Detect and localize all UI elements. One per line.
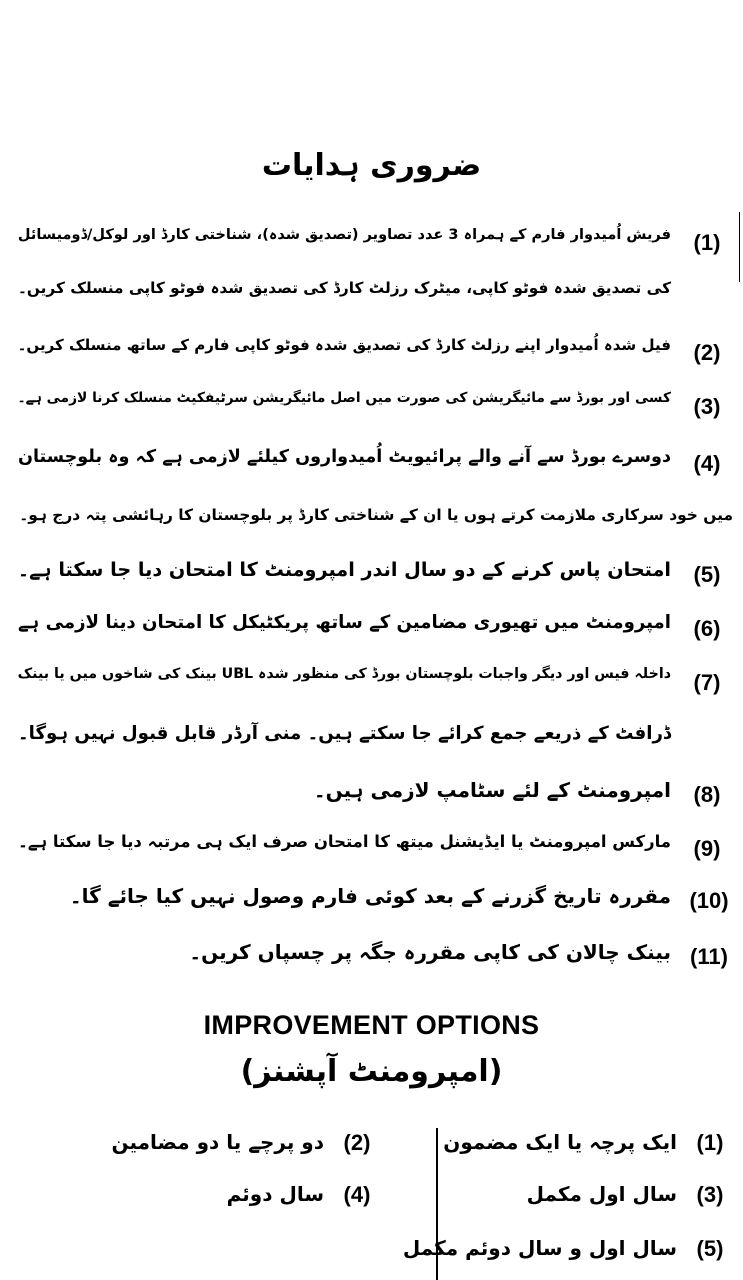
instruction-line: میں خود سرکاری ملازمت کرتے ہوں یا ان کے شناختی کارڈ پر بلوچستان کا رہائشی پتہ درج ہو۔ — [19, 506, 733, 524]
option-text: سال اول و سال دوئم مکمل — [402, 1236, 677, 1260]
option-number: (5) — [696, 1236, 724, 1261]
improvement-heading-en: IMPROVEMENT OPTIONS — [203, 1010, 540, 1040]
instruction-line: فیل شدہ اُمیدوار اپنے رزلٹ کارڈ کی تصدیق شدہ فوٹو کاپی فارم کے ساتھ منسلک کریں۔ — [17, 336, 671, 354]
instruction-item-5 — [0, 558, 743, 594]
option-text: سال اول مکمل — [526, 1182, 677, 1206]
instruction-number: (6) — [693, 616, 721, 641]
instruction-line: مقررہ تاریخ گزرنے کے بعد کوئی فارم وصول نہیں کیا جائے گا۔ — [69, 884, 671, 908]
instruction-number: (5) — [693, 562, 721, 587]
option-number: (1) — [696, 1130, 724, 1155]
instruction-line: بینک چالان کی کاپی مقررہ جگہ پر چسپاں کریں۔ — [189, 940, 671, 964]
page-title: ضروری ہدایات — [261, 148, 482, 183]
instruction-number: (11) — [690, 944, 728, 969]
instruction-line: امپرومنٹ کے لئے سٹامپ لازمی ہیں۔ — [313, 778, 671, 802]
option-number: (2) — [343, 1130, 371, 1155]
instruction-item-7 — [0, 666, 743, 756]
instruction-line: ڈرافٹ کے ذریعے جمع کرائے جا سکتے ہیں۔ منی آرڈر قابل قبول نہیں ہوگا۔ — [18, 723, 671, 744]
instruction-line: کی تصدیق شدہ فوٹو کاپی، میٹرک رزلٹ کارڈ کی تصدیق شدہ فوٹو کاپی منسلک کریں۔ — [17, 279, 671, 297]
instruction-item-1 — [0, 226, 743, 306]
improvement-option-1 — [443, 1130, 733, 1166]
instruction-line: امپرومنٹ میں تھیوری مضامین کے ساتھ پریکٹیکل کا امتحان دینا لازمی ہے — [18, 612, 671, 633]
instruction-number: (10) — [689, 888, 729, 913]
option-text: سال دوئم — [226, 1182, 324, 1206]
instruction-line: کسی اور بورڈ سے مائیگریشن کی صورت میں اصل مائیگریشن سرٹیفکیٹ منسلک کرنا لازمی ہے۔ — [17, 390, 671, 406]
instruction-line: دوسرے بورڈ سے آنے والے پرائیویٹ اُمیدواروں کیلئے لازمی ہے کہ وہ بلوچستان — [17, 447, 671, 467]
improvement-heading-ur: (امپرومنٹ آپشنز) — [240, 1054, 503, 1089]
instruction-line: امتحان پاس کرنے کے دو سال اندر امپرومنٹ کا امتحان دیا جا سکتا ہے۔ — [17, 558, 671, 581]
option-number: (4) — [343, 1182, 371, 1207]
instruction-item-9 — [0, 832, 743, 868]
instruction-item-11 — [0, 940, 743, 976]
instruction-item-4 — [0, 447, 743, 537]
instruction-item-10 — [0, 884, 743, 920]
instruction-line: فریش اُمیدوار فارم کے ہمراہ 3 عدد تصاویر (تصدیق شدہ)، شناختی کارڈ اور لوکل/ڈومیسائل — [17, 226, 671, 243]
instruction-item-2 — [0, 336, 743, 372]
improvement-option-3 — [443, 1182, 733, 1218]
instruction-item-3 — [0, 390, 743, 426]
instruction-number: (3) — [693, 394, 721, 419]
improvement-option-2 — [100, 1130, 380, 1166]
instruction-line: داخلہ فیس اور دیگر واجبات بلوچستان بورڈ کی منظور شدہ UBL بینک کی شاخوں میں یا بینک — [17, 666, 671, 682]
instruction-number: (8) — [693, 782, 721, 807]
instruction-item-8 — [0, 778, 743, 814]
instruction-number: (7) — [693, 670, 721, 695]
instruction-number: (1) — [693, 230, 721, 255]
instruction-item-6 — [0, 612, 743, 648]
improvement-option-5 — [402, 1236, 733, 1272]
improvement-option-4 — [100, 1182, 380, 1218]
option-text: ایک پرچہ یا ایک مضمون — [443, 1130, 677, 1154]
option-text: دو پرچے یا دو مضامین — [111, 1130, 324, 1154]
instruction-number: (9) — [693, 836, 721, 861]
option-number: (3) — [696, 1182, 724, 1207]
instruction-line: مارکس امپرومنٹ یا ایڈیشنل میتھ کا امتحان صرف ایک ہی مرتبہ دیا جا سکتا ہے۔ — [18, 832, 671, 851]
instruction-number: (2) — [693, 340, 721, 365]
instruction-number: (4) — [693, 451, 721, 476]
